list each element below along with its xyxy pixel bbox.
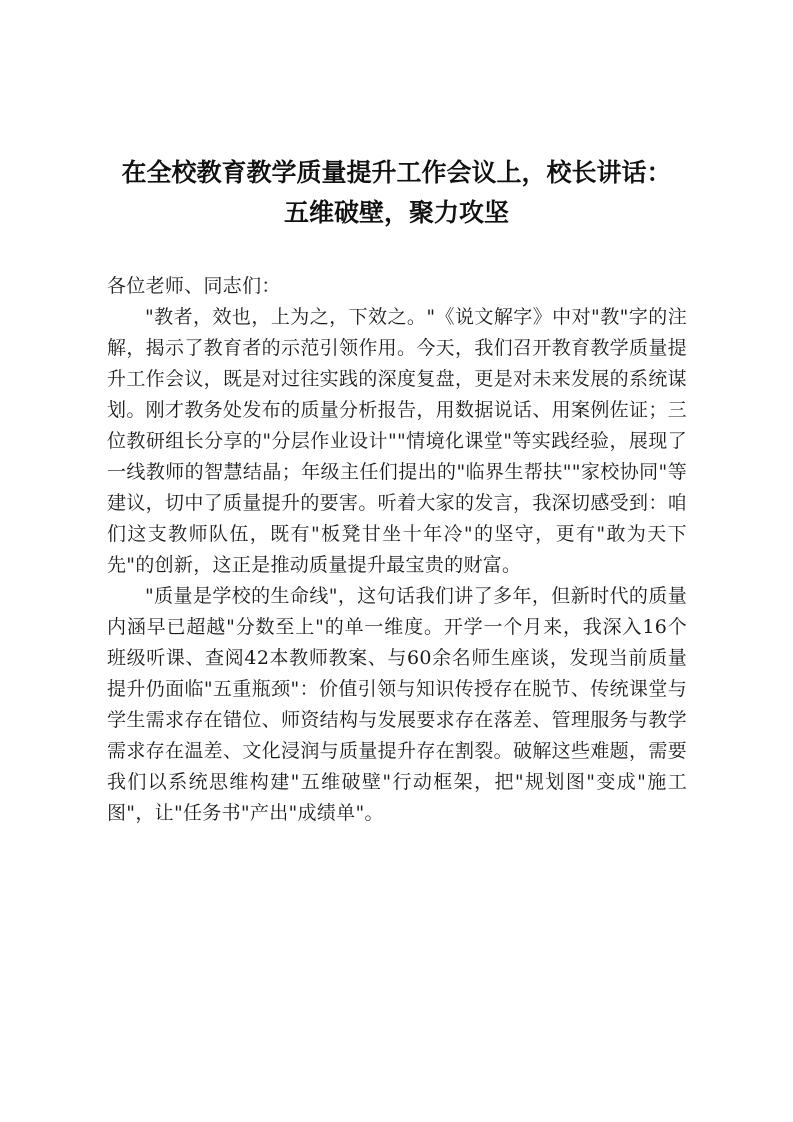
page-title (80, 153, 713, 233)
document-body (107, 271, 687, 829)
title-line-2: 五维破壁，聚力攻坚 (283, 198, 509, 227)
title-line-1: 在全校教育教学质量提升工作会议上，校长讲话： (121, 158, 672, 187)
paragraph-1: "教者，效也，上为之，下效之。"《说文解字》中对"教"字的注解，揭示了教育者的示范引领作用。今天，我们召开教育教学质量提升工作会议，既是对过往实践的深度复盘，更是对未来发展的系统谋划。刚才教务处发布的质量分析报告，用数据说话、用案例佐证；三位教研组长分享的"分层作业设计""情境化课堂"等实践经验，展现了一线教师的智慧结晶；年级主任们提出的"临界生帮扶""家校协同"等建议，切中了质量提升的要害。听着大家的发言，我深切感受到：咱们这支教师队伍，既有"板凳甘坐十年冷"的坚守，更有"敢为天下先"的创新，这正是推动质量提升最宝贵的财富。 (107, 306, 687, 576)
paragraph-2: "质量是学校的生命线"，这句话我们讲了多年，但新时代的质量内涵早已超越"分数至上"的单一维度。开学一个月来，我深入16个班级听课、查阅42本教师教案、与60余名师生座谈，发现当前质量提升仍面临"五重瓶颈"：价值引领与知识传授存在脱节、传统课堂与学生需求存在错位、师资结构与发展要求存在落差、管理服务与教学需求存在温差、文化浸润与质量提升存在割裂。破解这些难题，需要我们以系统思维构建"五维破壁"行动框架，把"规划图"变成"施工图"，让"任务书"产出"成绩单"。 (107, 585, 687, 824)
salutation: 各位老师、同志们： (107, 275, 281, 297)
